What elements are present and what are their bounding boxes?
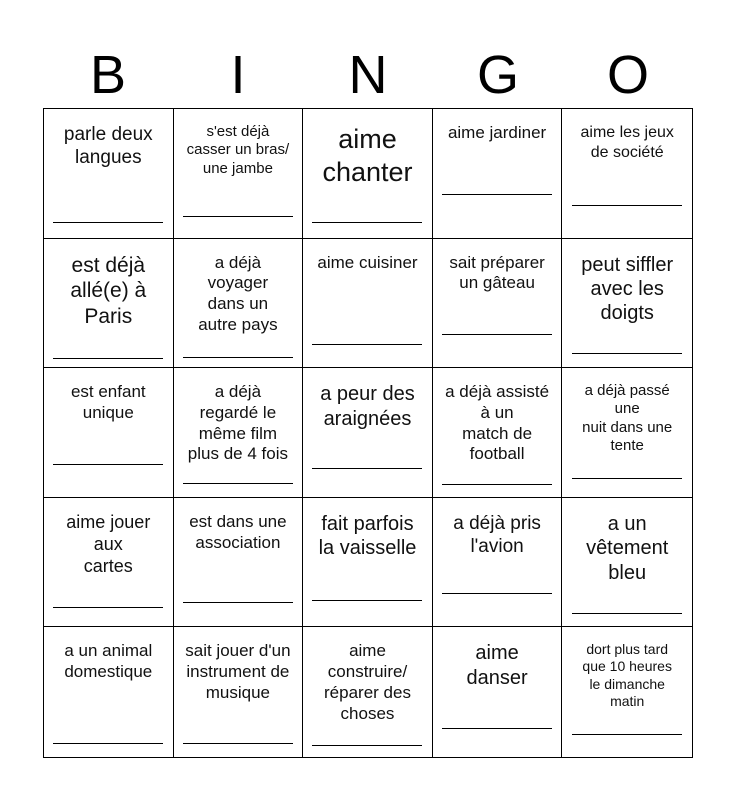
bingo-cell[interactable] [303,498,433,628]
signature-line [183,602,293,603]
cell-text: aime cuisiner [317,252,418,272]
cell-text: est dans une association [189,511,287,552]
signature-line [183,483,293,484]
signature-line [442,728,552,729]
cell-text: sait préparer un gâteau [449,252,545,293]
bingo-cell[interactable] [44,498,174,628]
cell-text: a un vêtement bleu [586,512,669,584]
signature-line [53,358,163,359]
signature-line [312,344,422,345]
header-letter-b: B [89,45,127,105]
bingo-cell[interactable] [562,239,692,369]
bingo-cell[interactable] [433,368,563,498]
cell-text: a déjà pris l'avion [453,512,541,557]
signature-line [183,357,293,358]
signature-line [53,222,163,223]
signature-line [572,613,682,614]
bingo-card-grid [43,108,693,758]
cell-text: aime jardiner [447,123,547,142]
signature-line [442,194,552,195]
cell-text: dort plus tard que 10 heures le dimanche matin [582,641,672,709]
cell-text: aime les jeux de société [580,124,674,161]
bingo-cell[interactable] [44,239,174,369]
signature-line [442,334,552,335]
bingo-cell[interactable] [174,109,304,239]
cell-text: est enfant unique [70,382,146,422]
signature-line [442,484,552,485]
bingo-cell[interactable] [44,627,174,757]
signature-line [53,743,163,744]
signature-line [572,734,682,735]
header-letter-g: G [476,45,519,105]
signature-line [312,600,422,601]
bingo-cell[interactable] [303,239,433,369]
bingo-cell[interactable] [433,109,563,239]
cell-text: est déjà allé(e) à Paris [70,253,147,328]
cell-text: fait parfois la vaisselle [318,512,417,560]
signature-line [183,743,293,744]
bingo-cell[interactable] [44,368,174,498]
bingo-cell[interactable] [174,368,304,498]
bingo-cell[interactable] [44,109,174,239]
signature-line [572,205,682,206]
bingo-cell[interactable] [562,368,692,498]
signature-line [572,478,682,479]
cell-text: a peur des araignées [320,383,415,430]
cell-text: peut siffler avec les doigts [581,253,674,325]
signature-line [53,464,163,465]
cell-text: aime jouer aux cartes [66,511,151,576]
signature-line [442,593,552,594]
bingo-cell[interactable] [433,239,563,369]
header-letter-n: N [348,45,388,105]
bingo-cell[interactable] [433,498,563,628]
bingo-cell[interactable] [562,498,692,628]
signature-line [312,222,422,223]
cell-text: a déjà voyager dans un autre pays [198,252,278,334]
bingo-cell[interactable] [303,368,433,498]
header-letter-o: O [606,45,649,105]
header-letter-i: I [230,45,246,105]
cell-text: aime construire/ réparer des choses [324,641,411,723]
signature-line [312,745,422,746]
cell-text: a un animal domestique [64,641,153,682]
bingo-cell[interactable] [562,627,692,757]
cell-text: a déjà assisté à un match de football [445,382,550,464]
cell-text: a déjà regardé le même film plus de 4 fois [187,382,288,464]
cell-text: parle deux langues [63,124,153,169]
bingo-cell[interactable] [174,239,304,369]
bingo-cell[interactable] [433,627,563,757]
cell-text: aime danser [466,642,528,689]
cell-text: s'est déjà casser un bras/ une jambe [186,123,290,177]
signature-line [53,607,163,608]
signature-line [572,353,682,354]
bingo-cell[interactable] [303,627,433,757]
cell-text: a déjà passé une nuit dans une tente [582,382,673,455]
bingo-cell[interactable] [303,109,433,239]
signature-line [183,216,293,217]
bingo-header [43,44,693,106]
bingo-cell[interactable] [174,498,304,628]
cell-text: sait jouer d'un instrument de musique [185,641,291,702]
bingo-cell[interactable] [174,627,304,757]
cell-text: aime chanter [322,124,413,187]
signature-line [312,468,422,469]
bingo-cell[interactable] [562,109,692,239]
